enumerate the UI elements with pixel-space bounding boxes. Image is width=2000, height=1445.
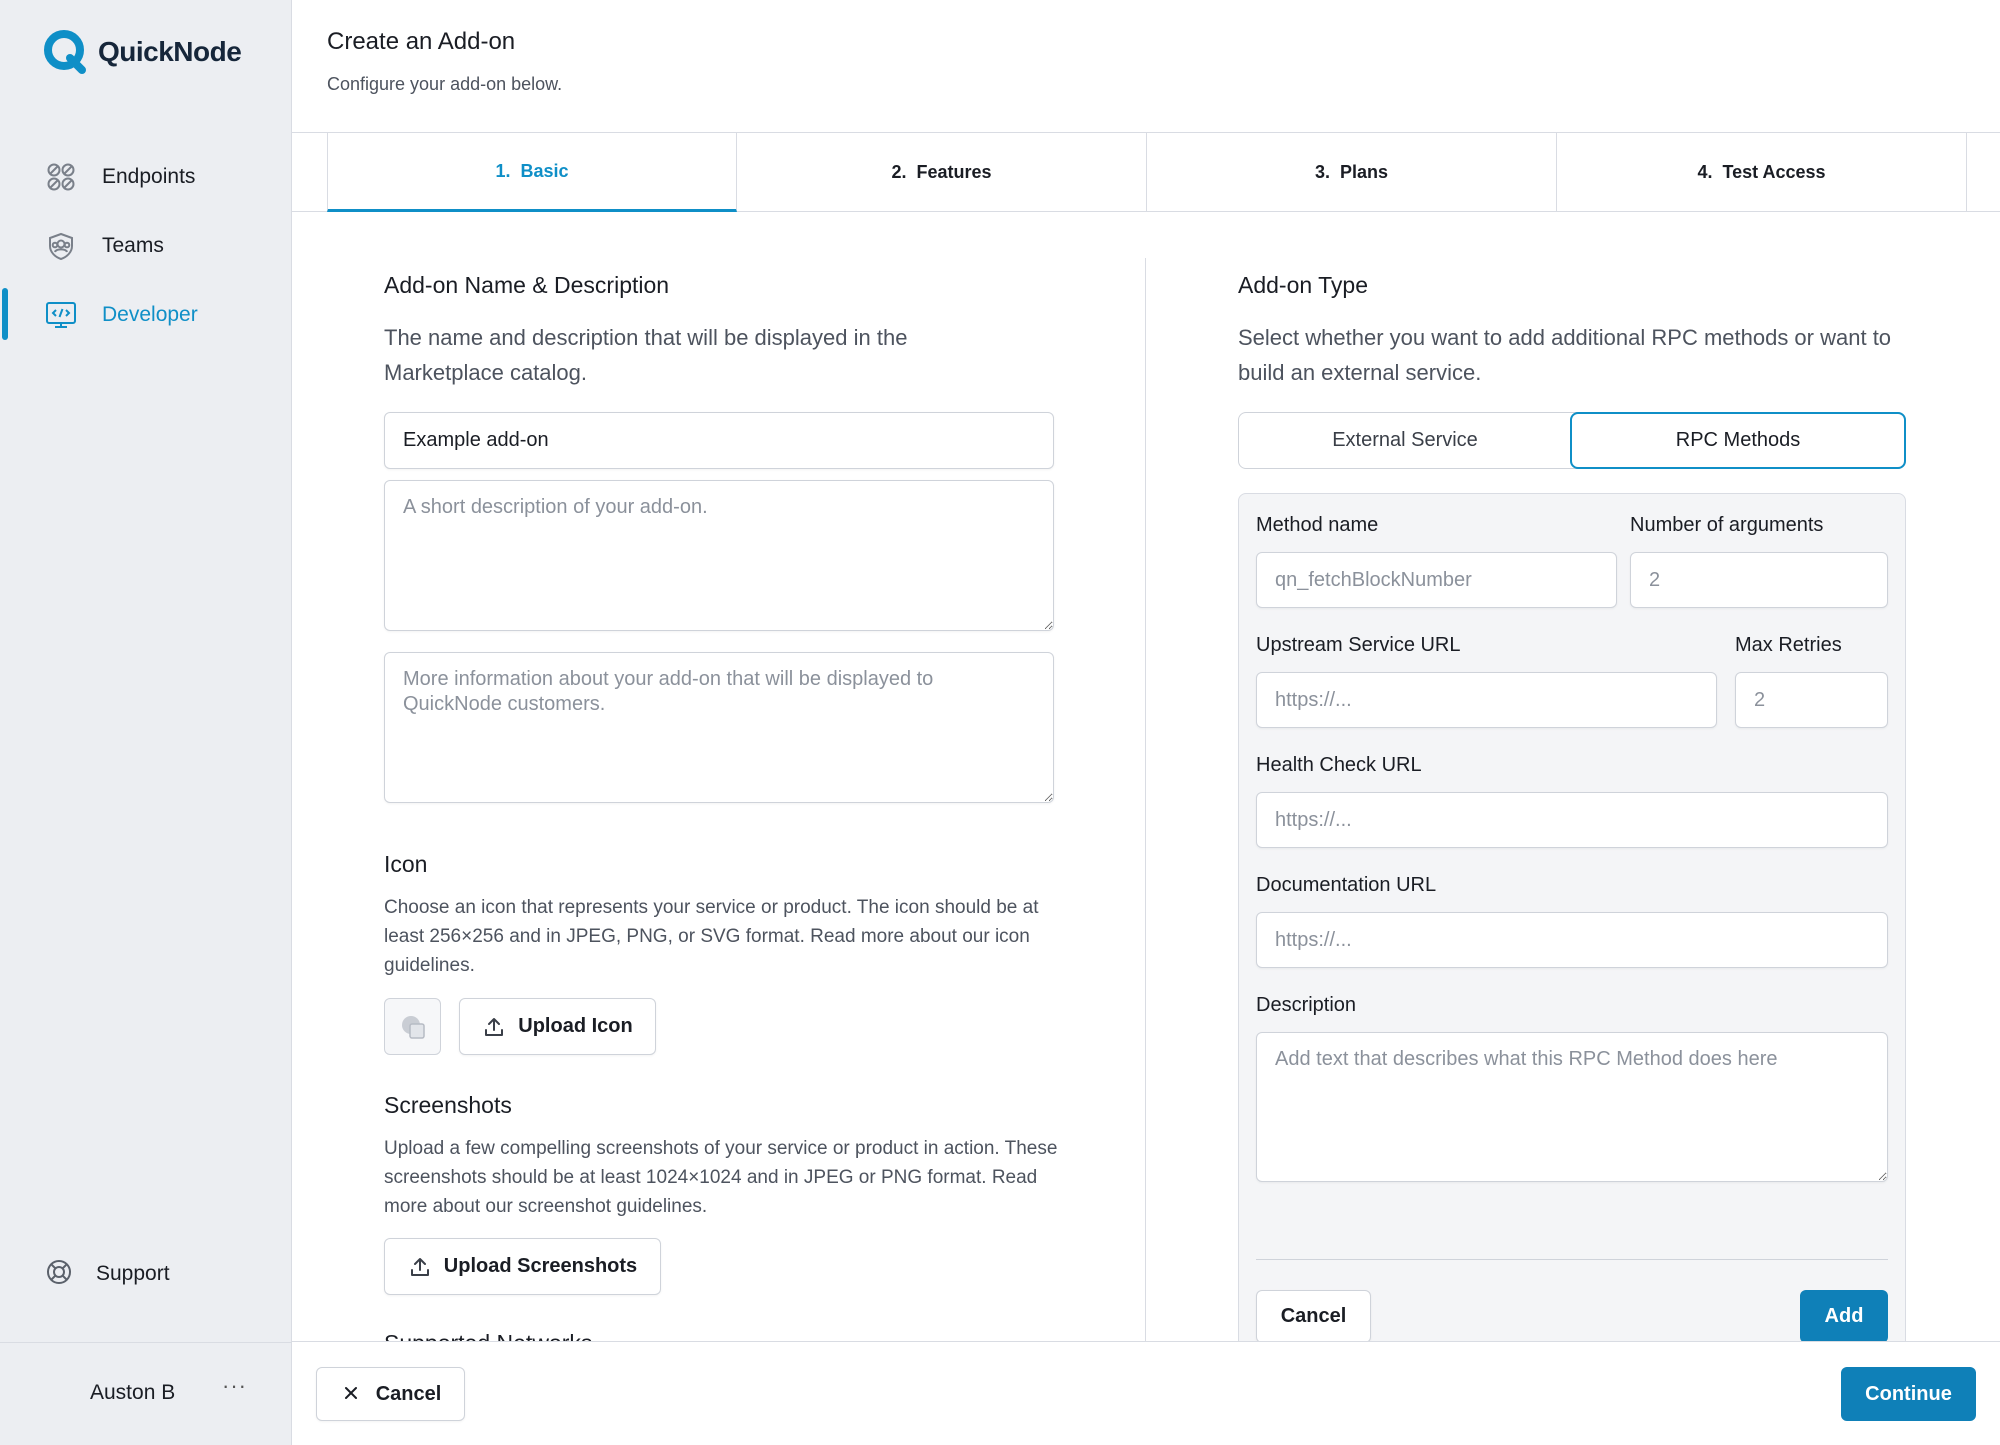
- page-subtitle: Configure your add-on below.: [327, 74, 563, 94]
- sidebar: [0, 0, 292, 1445]
- num-args-input[interactable]: [1630, 552, 1888, 608]
- upload-icon: [482, 1015, 506, 1039]
- support-link[interactable]: [46, 1259, 170, 1289]
- tab-number: 1.: [495, 160, 511, 181]
- sidebar-item-teams[interactable]: [0, 211, 292, 280]
- tab-plans[interactable]: [1147, 133, 1557, 212]
- health-check-input[interactable]: [1256, 792, 1888, 848]
- name-section-desc: The name and description that will be displayed in the Marketplace catalog.: [384, 325, 908, 385]
- sidebar-item-label: Endpoints: [102, 164, 196, 188]
- continue-button[interactable]: Continue: [1841, 1367, 1976, 1421]
- short-description-textarea[interactable]: [384, 480, 1054, 631]
- tab-number: 4.: [1697, 162, 1713, 182]
- rpc-description-textarea[interactable]: [1256, 1032, 1888, 1182]
- tab-number: 3.: [1314, 162, 1330, 182]
- tab-basic[interactable]: [327, 133, 737, 212]
- method-name-label: Method name: [1256, 514, 1379, 536]
- user-name[interactable]: Auston B: [90, 1381, 176, 1404]
- rpc-cancel-button[interactable]: Cancel: [1256, 1290, 1371, 1343]
- teams-icon: [44, 229, 78, 263]
- method-name-input[interactable]: [1256, 552, 1617, 608]
- external-service-option[interactable]: External Service: [1332, 429, 1478, 451]
- brand-name: QuickNode: [98, 36, 242, 67]
- sidebar-item-endpoints[interactable]: [0, 142, 292, 211]
- icon-section-desc: Choose an icon that represents your service or product. The icon should be at least 256×256 and in JPEG, PNG, or SVG format. Read more about our icon guidelines.: [384, 897, 1039, 976]
- developer-icon: [44, 298, 78, 332]
- tab-label: Plans: [1339, 162, 1389, 182]
- footer-bar: [292, 1341, 2000, 1445]
- long-description-textarea[interactable]: [384, 652, 1054, 803]
- tab-test-access[interactable]: [1557, 133, 1967, 212]
- upload-icon: [408, 1255, 432, 1279]
- num-args-label: Number of arguments: [1630, 514, 1824, 536]
- support-label: Support: [96, 1262, 170, 1285]
- rpc-add-button[interactable]: Add: [1800, 1290, 1888, 1343]
- tab-label: Basic: [520, 160, 569, 181]
- name-section-title: Add-on Name & Description: [384, 272, 670, 298]
- addon-type-selector: [1238, 412, 1906, 469]
- wizard-tabs: [292, 132, 2000, 212]
- page-title: Create an Add-on: [327, 28, 516, 55]
- upstream-url-input[interactable]: [1256, 672, 1717, 728]
- close-icon: [340, 1382, 364, 1406]
- description-label: Description: [1256, 994, 1357, 1016]
- icon-preview: [384, 998, 441, 1055]
- lifebuoy-icon: [46, 1259, 76, 1289]
- form-divider: [1256, 1259, 1888, 1260]
- max-retries-input[interactable]: [1735, 672, 1888, 728]
- addon-type-desc: Select whether you want to add additional RPC methods or want to build an external service.: [1238, 325, 1892, 385]
- footer-cancel-button[interactable]: [316, 1367, 465, 1421]
- tab-label: Features: [916, 162, 992, 182]
- tab-features[interactable]: [737, 133, 1147, 212]
- main-content: [292, 0, 2000, 1445]
- upload-icon-button[interactable]: [459, 998, 656, 1055]
- sidebar-nav: [0, 142, 292, 349]
- upload-screenshots-button[interactable]: [384, 1238, 661, 1295]
- max-retries-label: Max Retries: [1735, 634, 1842, 656]
- screenshots-section-desc: Upload a few compelling screenshots of your service or product in action. These screenshots should be at least 1024×1024 and in JPEG or PNG format. Read more about our screenshot guidelines.: [384, 1138, 1058, 1217]
- upload-screenshots-label: Upload Screenshots: [443, 1255, 638, 1277]
- image-placeholder-icon: [398, 1012, 428, 1042]
- tab-number: 2.: [891, 162, 907, 182]
- endpoints-icon: [44, 160, 78, 194]
- quicknode-logo-icon: [42, 28, 90, 76]
- more-options-icon[interactable]: ···: [222, 1373, 247, 1398]
- tab-label: Test Access: [1722, 162, 1826, 182]
- upload-icon-label: Upload Icon: [518, 1015, 633, 1037]
- sidebar-item-developer[interactable]: [0, 280, 292, 349]
- footer-cancel-label: Cancel: [375, 1382, 442, 1405]
- upstream-url-label: Upstream Service URL: [1256, 634, 1461, 656]
- health-check-label: Health Check URL: [1256, 754, 1422, 776]
- sidebar-item-label: Developer: [102, 302, 198, 326]
- screenshots-section-title: Screenshots: [384, 1092, 512, 1118]
- addon-type-title: Add-on Type: [1238, 272, 1369, 298]
- documentation-url-label: Documentation URL: [1256, 874, 1437, 896]
- column-divider: [1145, 258, 1146, 1343]
- addon-name-input[interactable]: [384, 412, 1054, 469]
- quicknode-logo[interactable]: [42, 28, 241, 76]
- documentation-url-input[interactable]: [1256, 912, 1888, 968]
- sidebar-item-label: Teams: [102, 233, 164, 257]
- rpc-methods-option[interactable]: RPC Methods: [1570, 412, 1906, 469]
- user-bar: [0, 1342, 292, 1445]
- icon-section-title: Icon: [384, 851, 428, 877]
